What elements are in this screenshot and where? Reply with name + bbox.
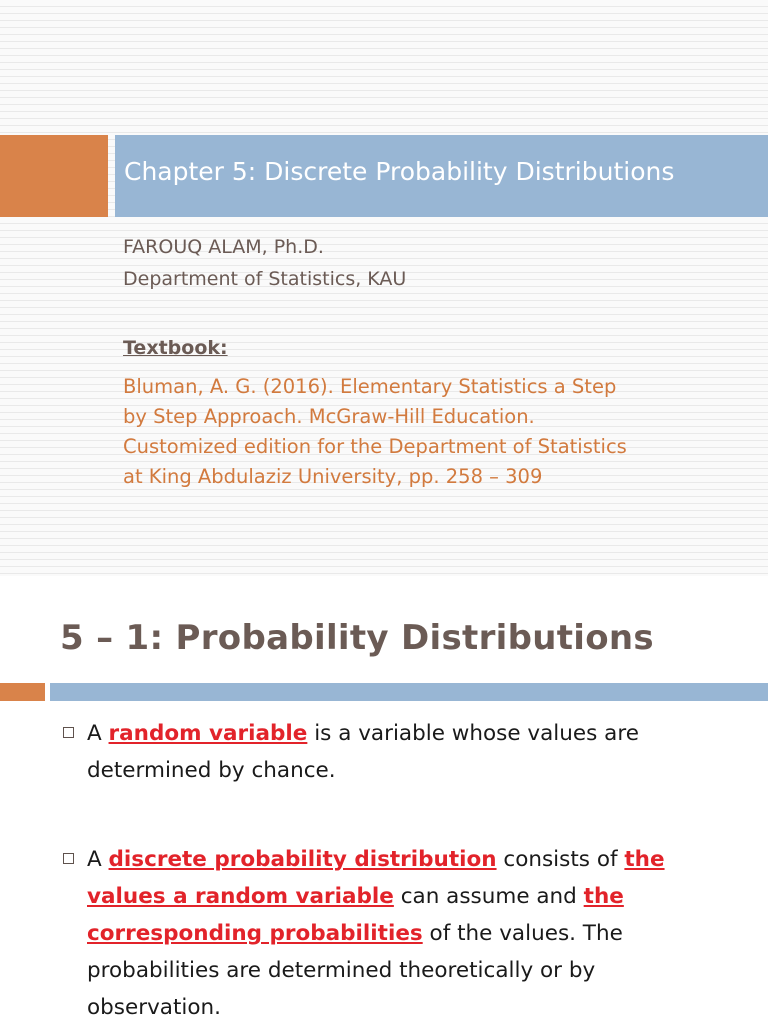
bullet-line [63, 715, 753, 752]
blue-accent-bar [50, 683, 768, 701]
text: is a variable whose values are [307, 721, 639, 746]
highlighted-term: random variable [108, 721, 308, 746]
section-title: 5 – 1: Probability Distributions [60, 618, 654, 658]
orange-accent-bar [0, 683, 45, 701]
highlighted-term: the [624, 847, 665, 872]
author-name: FAROUQ ALAM, Ph.D. [123, 236, 324, 258]
content-slide [0, 576, 768, 1024]
bullet-line: determined by chance. [87, 758, 336, 783]
text: of the values. The [422, 921, 623, 946]
text: A [87, 847, 109, 872]
bullet-line [63, 915, 753, 952]
textbook-reference [123, 372, 743, 492]
orange-accent-block [0, 135, 108, 217]
highlighted-term: discrete probability distribution [108, 847, 497, 872]
square-bullet-icon [63, 853, 74, 864]
reference-line: Customized edition for the Department of Statistics [123, 435, 627, 458]
text: A [87, 721, 109, 746]
reference-line: Bluman, A. G. (2016). Elementary Statistics a Step [123, 375, 617, 398]
chapter-title: Chapter 5: Discrete Probability Distributions [124, 157, 675, 186]
reference-line: at King Abdulaziz University, pp. 258 – 309 [123, 465, 543, 488]
bullet-random-variable [63, 715, 753, 789]
bullet-line: probabilities are determined theoretically or by [87, 958, 596, 983]
bullet-line [63, 841, 753, 878]
bullet-discrete-distribution [63, 841, 753, 1026]
highlighted-term: the [583, 884, 624, 909]
square-bullet-icon [63, 727, 74, 738]
bullet-line [63, 878, 753, 915]
bullet-line: observation. [87, 995, 221, 1020]
author-department: Department of Statistics, KAU [123, 268, 407, 290]
highlighted-term: values a random variable [87, 884, 394, 909]
text: consists of [496, 847, 625, 872]
textbook-label: Textbook: [123, 337, 228, 359]
reference-line: by Step Approach. McGraw-Hill Education. [123, 405, 535, 428]
text: can assume and [393, 884, 584, 909]
highlighted-term: corresponding probabilities [87, 921, 423, 946]
